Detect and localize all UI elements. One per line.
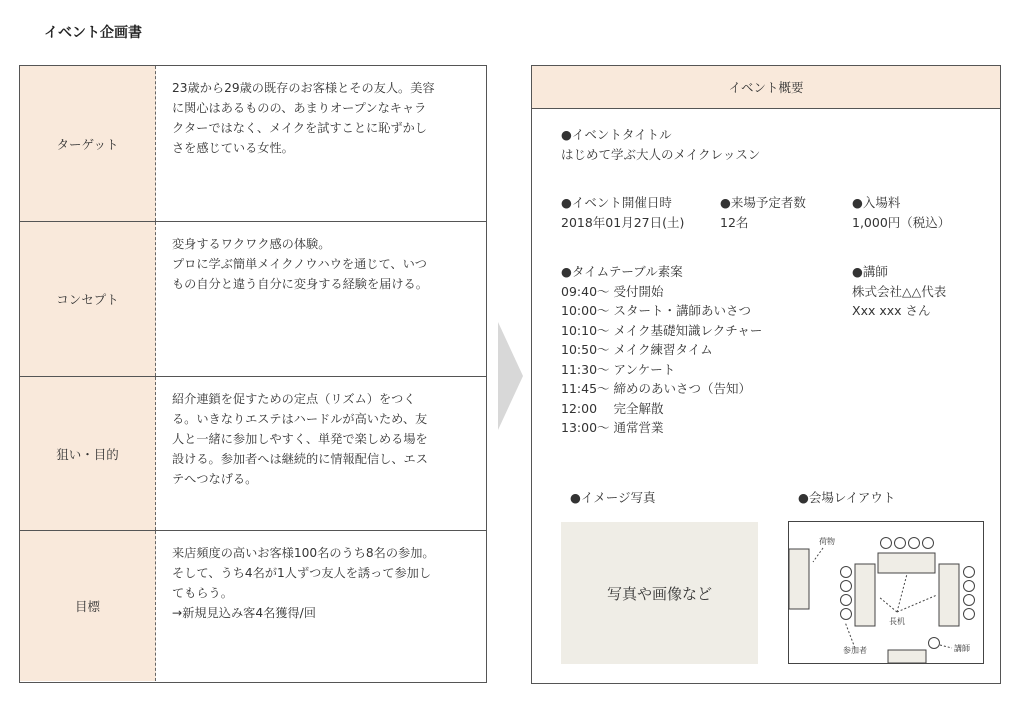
baggage-pointer bbox=[813, 548, 823, 562]
timetable-heading: ●タイムテーブル素案 bbox=[561, 264, 683, 279]
long-desk-pointer bbox=[897, 595, 937, 612]
document-title: イベント企画書 bbox=[44, 25, 142, 41]
desk-right bbox=[939, 564, 959, 626]
row-concept bbox=[20, 221, 486, 376]
row-target bbox=[20, 66, 486, 221]
long-desk-pointer bbox=[879, 597, 897, 612]
participants-label: 参加者 bbox=[843, 646, 867, 655]
instructor-block bbox=[852, 262, 946, 321]
chair-icon bbox=[895, 538, 906, 549]
fee-value: 1,000円（税込） bbox=[852, 214, 951, 230]
instructor-name: Xxx xxx さん bbox=[852, 303, 931, 318]
long-desk-pointer bbox=[897, 574, 907, 612]
image-placeholder-text: 写真や画像など bbox=[606, 584, 712, 603]
chair-icon bbox=[841, 581, 852, 592]
timetable-item: 10:10〜 メイク基礎知識レクチャー bbox=[561, 322, 763, 338]
chair-icon bbox=[841, 595, 852, 606]
chair-icon bbox=[964, 567, 975, 578]
instructor-pointer bbox=[940, 645, 952, 648]
desk-top bbox=[878, 553, 935, 573]
row-content: 来店頻度の高いお客様100名のうち8名の参加。 そして、うち4名が1人ずつ友人を誘って参加し てもらう。 →新規見込み客4名獲得/回 bbox=[172, 546, 435, 620]
timetable-item: 09:40〜 受付開始 bbox=[561, 283, 664, 299]
instructor-chair-icon bbox=[929, 638, 940, 649]
long-desk-label: 長机 bbox=[889, 617, 905, 626]
row-label: コンセプト bbox=[20, 222, 156, 376]
planning-table bbox=[19, 65, 487, 683]
event-date-heading: ●イベント開催日時 bbox=[561, 195, 672, 210]
chair-icon bbox=[909, 538, 920, 549]
chair-icon bbox=[923, 538, 934, 549]
chair-icon bbox=[881, 538, 892, 549]
attendees-block bbox=[720, 193, 806, 232]
event-title-value: はじめて学ぶ大人のメイクレッスン bbox=[561, 146, 761, 162]
desk-left bbox=[855, 564, 875, 626]
row-goal bbox=[20, 530, 486, 681]
event-date-block bbox=[561, 193, 684, 232]
chair-icon bbox=[841, 567, 852, 578]
chair-icon bbox=[964, 581, 975, 592]
image-placeholder bbox=[561, 522, 758, 664]
row-content: 紹介連鎖を促すための定点（リズム）をつく る。いきなりエステはハードルが高いため、友 人と一緒に参加しやすく、単発で楽しめる場を 設ける。参加者へは継続的に情報配信し、エス テへつなげる。 bbox=[172, 392, 428, 486]
baggage-label: 荷物 bbox=[819, 537, 835, 546]
row-content: 23歳から29歳の既存のお客様とその友人。美容 に関心はあるものの、あまりオープンなキャラ クターではなく、メイクを試すことに恥ずかし さを感じている女性。 bbox=[172, 81, 435, 155]
chair-icon bbox=[841, 609, 852, 620]
chair-icon bbox=[964, 595, 975, 606]
right-arrow-icon bbox=[498, 322, 523, 430]
image-photo-heading: ●イメージ写真 bbox=[570, 490, 656, 505]
event-overview-panel bbox=[531, 65, 1001, 684]
timetable-item: 11:30〜 アンケート bbox=[561, 361, 676, 377]
event-title-block bbox=[561, 125, 760, 164]
instructor-company: 株式会社△△代表 bbox=[852, 283, 947, 299]
venue-layout-svg bbox=[789, 522, 983, 663]
instructor-heading: ●講師 bbox=[852, 264, 888, 279]
event-title-heading: ●イベントタイトル bbox=[561, 127, 672, 142]
timetable-item: 12:00 完全解散 bbox=[561, 400, 664, 416]
chair-icon bbox=[964, 609, 975, 620]
attendees-heading: ●来場予定者数 bbox=[720, 195, 806, 210]
row-label: ターゲット bbox=[20, 66, 156, 221]
timetable-item: 13:00〜 通常営業 bbox=[561, 420, 664, 435]
event-date-value: 2018年01月27日(土) bbox=[561, 214, 685, 230]
row-label: 狙い・目的 bbox=[20, 377, 156, 530]
participants-pointer bbox=[845, 622, 855, 648]
fee-block bbox=[852, 193, 950, 232]
timetable-item: 11:45〜 締めのあいさつ（告知） bbox=[561, 381, 751, 396]
venue-layout-diagram bbox=[788, 521, 984, 664]
instructor-label: 講師 bbox=[954, 644, 970, 653]
fee-heading: ●入場料 bbox=[852, 195, 901, 210]
baggage-shelf bbox=[789, 549, 809, 609]
venue-layout-heading: ●会場レイアウト bbox=[798, 490, 896, 505]
attendees-value: 12名 bbox=[720, 214, 749, 230]
row-purpose bbox=[20, 376, 486, 530]
row-label: 目標 bbox=[20, 531, 156, 681]
timetable-block bbox=[561, 262, 762, 438]
timetable-item: 10:00〜 スタート・講師あいさつ bbox=[561, 303, 751, 318]
instructor-desk bbox=[888, 650, 926, 663]
panel-header: イベント概要 bbox=[532, 66, 1000, 109]
row-content: 変身するワクワク感の体験。 プロに学ぶ簡単メイクノウハウを通じて、いつ もの自分と違う自分に変身する経験を届ける。 bbox=[172, 237, 428, 291]
timetable-item: 10:50〜 メイク練習タイム bbox=[561, 342, 713, 357]
